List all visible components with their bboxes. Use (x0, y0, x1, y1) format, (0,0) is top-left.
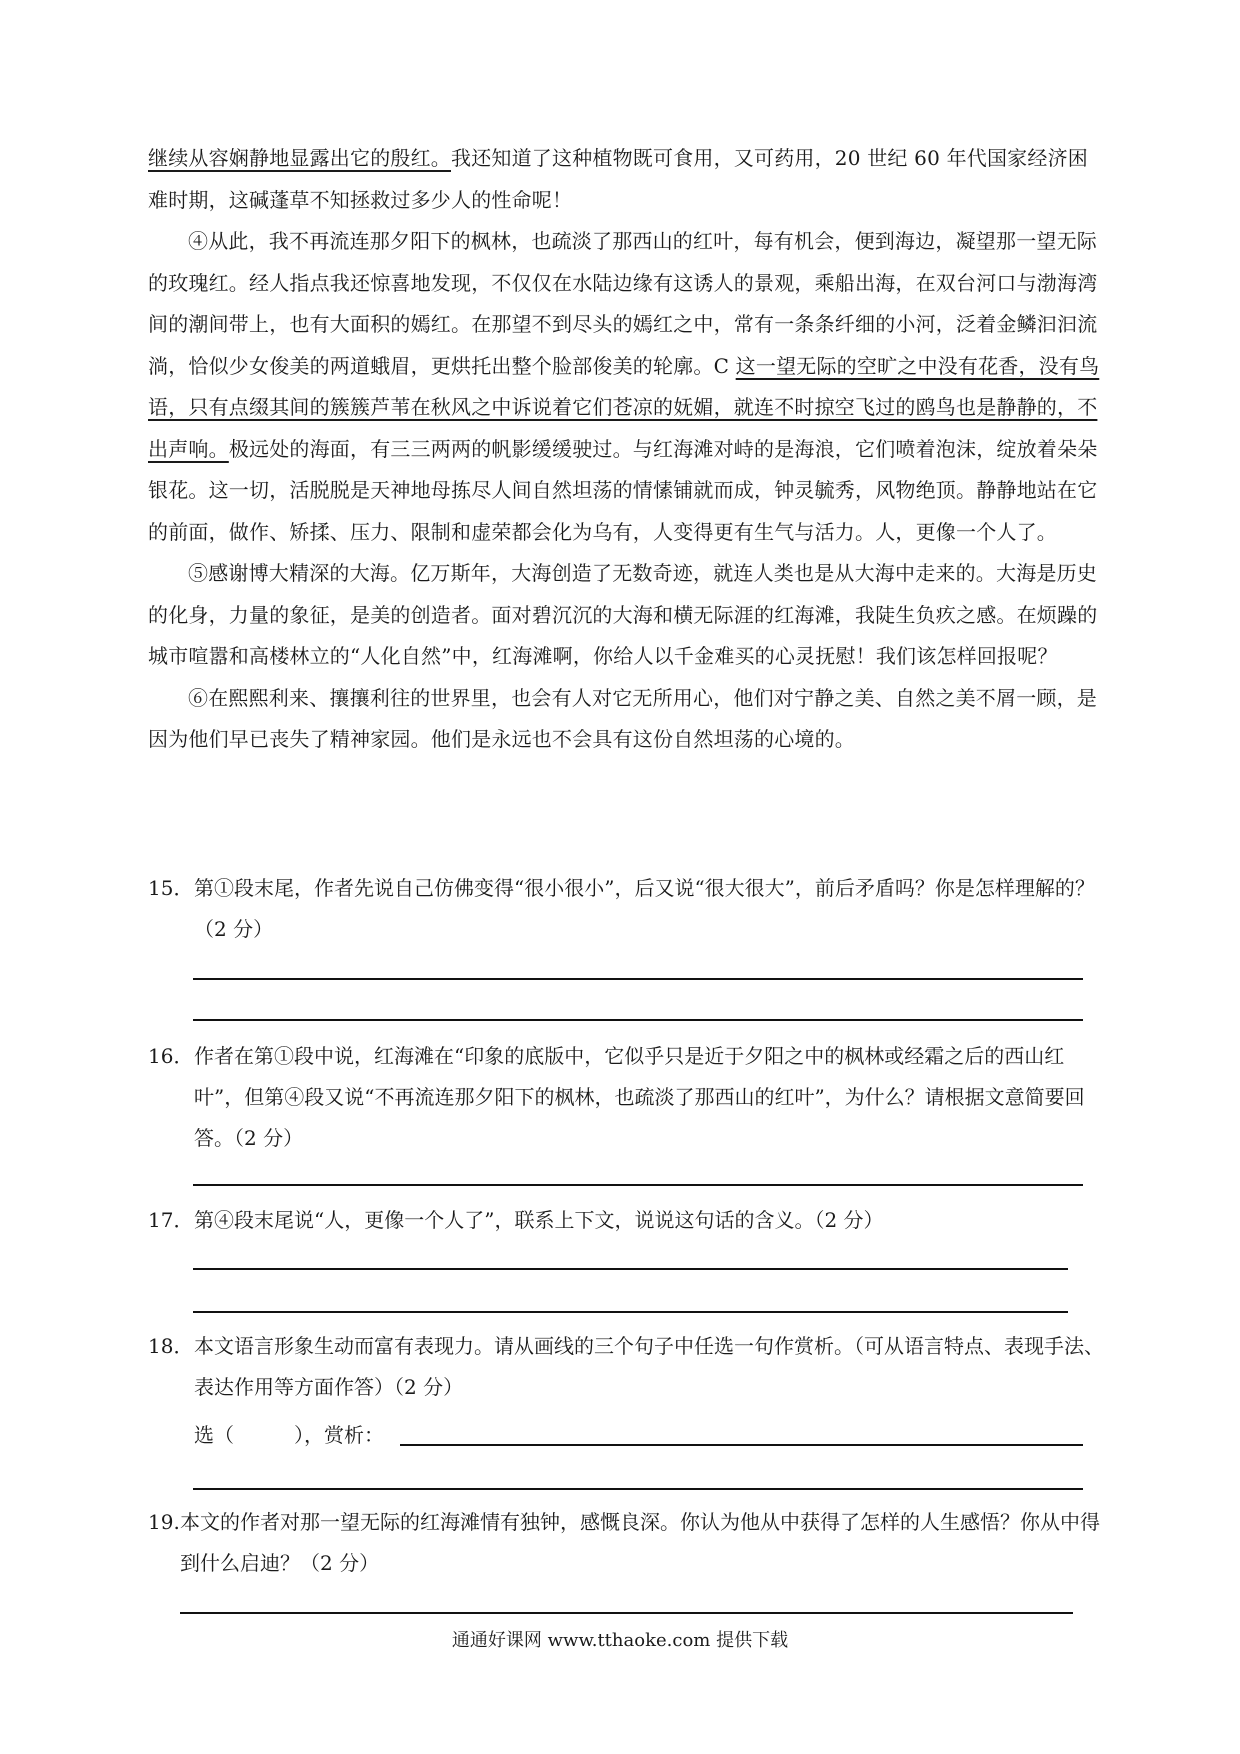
question-number: 19. (148, 1510, 180, 1534)
question-text: 本文语言形象生动而富有表现力。请从画线的三个句子中任选一句作赏析。（可从语言特点、表现手法、表达作用等方面作答）（2 分） (194, 1334, 1104, 1399)
question-text: 作者在第①段中说，红海滩在“印象的底版中，它似乎只是近于夕阳之中的枫林或经霜之后的西山红叶”，但第④段又说“不再流连那夕阳下的枫林，也疏淡了那西山的红叶”，为什么？请根据文意简要回答。（2 分） (194, 1044, 1085, 1150)
paragraph-3-end: 继续从容娴静地显露出它的殷红。我还知道了这种植物既可食用，又可药用，20 世纪 60 年代国家经济困难时期，这碱蓬草不知拯救过多少人的性命呢！ (148, 146, 1088, 212)
answer-line-15a[interactable] (193, 978, 1083, 980)
underlined-sentence-b: 继续从容娴静地显露出它的殷红。 (148, 146, 451, 170)
answer-line-19[interactable] (180, 1612, 1073, 1614)
question-17 (148, 1200, 1108, 1241)
question-18 (148, 1326, 1108, 1408)
answer-line-17a[interactable] (193, 1268, 1068, 1270)
question-15 (148, 868, 1108, 950)
question-number: 16． (148, 1044, 194, 1068)
question-text: 第①段末尾，作者先说自己仿佛变得“很小很小”，后又说“很大很大”，前后矛盾吗？你是怎样理解的？（2 分） (194, 876, 1095, 941)
paragraph-6: ⑥在熙熙利来、攘攘利往的世界里，也会有人对它无所用心，他们对宁静之美、自然之美不屑一顾，是因为他们早已丧失了精神家园。他们是永远也不会具有这份自然坦荡的心境的。 (148, 685, 1097, 751)
question-19 (148, 1502, 1108, 1584)
underlined-sentence-c: 这一望无际的空旷之中没有花香，没有鸟语，只有点缀其间的簇簇芦苇在秋风之中诉说着它们苍凉的妩媚，就连不时掠空飞过的鸥鸟也是静静的，不出声响。 (148, 353, 1100, 461)
passage (148, 138, 1100, 761)
answer-line-15b[interactable] (193, 1019, 1083, 1021)
answer-line-17b[interactable] (193, 1311, 1068, 1313)
answer-line-18b[interactable] (193, 1488, 1083, 1490)
question-text: 第④段末尾说“人，更像一个人了”，联系上下文，说说这句话的含义。（2 分） (194, 1208, 884, 1232)
question-number: 17． (148, 1208, 194, 1232)
page-footer: 通通好课网 www.tthaoke.com 提供下载 (451, 1630, 789, 1651)
question-text: 本文的作者对那一望无际的红海滩情有独钟，感慨良深。你认为他从中获得了怎样的人生感悟？你从中得到什么启迪？（2 分） (180, 1510, 1100, 1575)
paragraph-5: ⑤感谢博大精深的大海。亿万斯年，大海创造了无数奇迹，就连人类也是从大海中走来的。大海是历史的化身，力量的象征，是美的创造者。面对碧沉沉的大海和横无际涯的红海滩，我陡生负疚之感。在烦躁的城市喧嚣和高楼林立的“人化自然”中，红海滩啊，你给人以千金难买的心灵抚慰！我们该怎样回报呢？ (148, 561, 1098, 668)
answer-line-16[interactable] (193, 1184, 1083, 1186)
answer-line-18a[interactable] (400, 1444, 1083, 1446)
question-number: 18． (148, 1334, 194, 1358)
paragraph-4: ④从此，我不再流连那夕阳下的枫林，也疏淡了那西山的红叶，每有机会，便到海边，凝望那一望无际的玫瑰红。经人指点我还惊喜地发现，不仅仅在水陆边缘有这诱人的景观，乘船出海，在双台河口与渤海湾间的潮间带上，也有大面积的嫣红。在那望不到尽头的嫣红之中，常有一条条纤细的小河，泛着金鳞汩汩流淌，恰似少女俊美的两道蛾眉，更烘托出整个脸部俊美的轮廓。C 这一望无际的空旷之中没有花香，没有鸟语，只有点缀其间的簇簇芦苇在秋风之中诉说着它们苍凉的妩媚，就连不时掠空飞过的鸥鸟也是静静的，不出声响。极远处的海面，有三三两两的帆影缓缓驶过。与红海滩对峙的是海浪，它们喷着泡沫，绽放着朵朵银花。这一切，活脱脱是天神地母拣尽人间自然坦荡的情愫铺就而成，钟灵毓秀，风物绝顶。静静地站在它的前面，做作、矫揉、压力、限制和虚荣都会化为乌有，人变得更有生气与活力。人，更像一个人了。 (148, 229, 1100, 544)
question-number: 15． (148, 876, 194, 900)
question-16 (148, 1036, 1108, 1159)
choice-fill-label: 选（ ），赏析： (194, 1423, 384, 1447)
